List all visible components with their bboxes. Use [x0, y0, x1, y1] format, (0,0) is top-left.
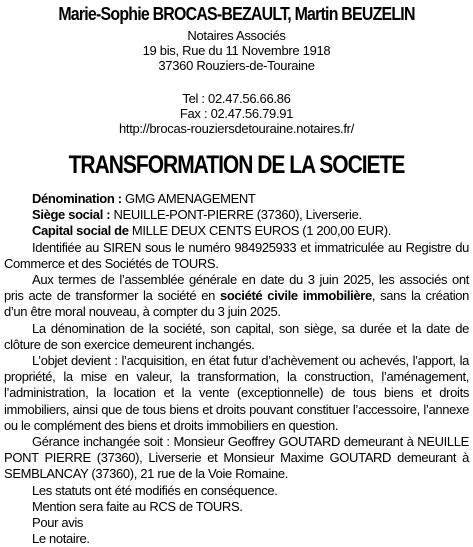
siren-paragraph: Identifiée au SIREN sous le numéro 984925933 et immatriculée au Registre du Commerce et des Sociétés de TOURS.: [4, 239, 469, 271]
unchanged-paragraph: La dénomination de la société, son capital, son siège, sa durée et la date de clôture de son exercice demeurent inchangés.: [4, 320, 469, 352]
denomination-label: Dénomination :: [32, 191, 122, 206]
statutes-line: Les statuts ont été modifiés en conséquence.: [32, 482, 278, 498]
agm-text-bold: société civile immobilière: [219, 288, 372, 304]
capital-line: [4, 223, 469, 239]
office-address-block: [0, 28, 473, 73]
office-city: 37360 Rouziers-de-Touraine: [158, 58, 315, 73]
rcs-line: Mention sera faite au RCS de TOURS.: [32, 498, 243, 514]
office-street: 19 bis, Rue du 11 Novembre 1918: [142, 43, 331, 58]
agm-text-after: , sans la création d’un être moral nouveau, à compter du 3 juin 2025.: [4, 288, 470, 320]
office-contact-block: [0, 91, 473, 136]
capital-label: Capital social de: [32, 223, 129, 239]
denomination-value: GMG AMENAGEMENT: [121, 191, 256, 206]
capital-value: MILLE DEUX CENTS EUROS (1 200,00 EUR).: [128, 223, 391, 239]
signature-line: Le notaire.: [32, 531, 90, 547]
office-fax: Fax : 02.47.56.79.91: [179, 106, 294, 121]
notice-body: [4, 191, 469, 547]
siege-value: NEUILLE-PONT-PIERRE (37360), Liverserie.: [110, 207, 362, 223]
siege-label: Siège social :: [32, 207, 111, 223]
notice-title: TRANSFORMATION DE LA SOCIETE: [68, 151, 405, 179]
office-label: Notaires Associés: [187, 28, 286, 43]
office-website[interactable]: http://brocas-rouziersdetouraine.notaires.fr/: [118, 121, 355, 136]
notaries-names: Marie-Sophie BROCAS-BEZAULT, Martin BEUZELIN: [58, 3, 415, 24]
pour-avis-line: Pour avis: [32, 515, 84, 531]
management-paragraph: Gérance inchangée soit : Monsieur Geoffrey GOUTARD demeurant à NEUILLE PONT PIERRE (37360), Liverserie et Monsieur Maxime GOUTARD demeurant à SEMBLANCAY (37360), 21 rue de la Voie Romaine.: [4, 434, 469, 482]
office-tel: Tel : 02.47.56.66.86: [182, 91, 291, 106]
siege-line: [4, 207, 469, 223]
agm-paragraph: [4, 272, 469, 321]
agm-text-before: Aux termes de l’assemblée générale en date du 3 juin 2025, les associés ont pris acte de transformer la société en: [4, 272, 469, 304]
object-paragraph: L’objet devient : l’acquisition, en état futur d’achèvement ou achevés, l’apport, la propriété, la mise en valeur, la transformation, la construction, l’aménagement, l’administration, la location et la vente (exceptionnelle) de tous biens et droits immobiliers, ainsi que de tous biens et droits pouvant constituer l’accessoire, l’annexe ou le complément des biens et droits immobiliers en question.: [4, 353, 469, 433]
denomination-line: [4, 191, 469, 207]
